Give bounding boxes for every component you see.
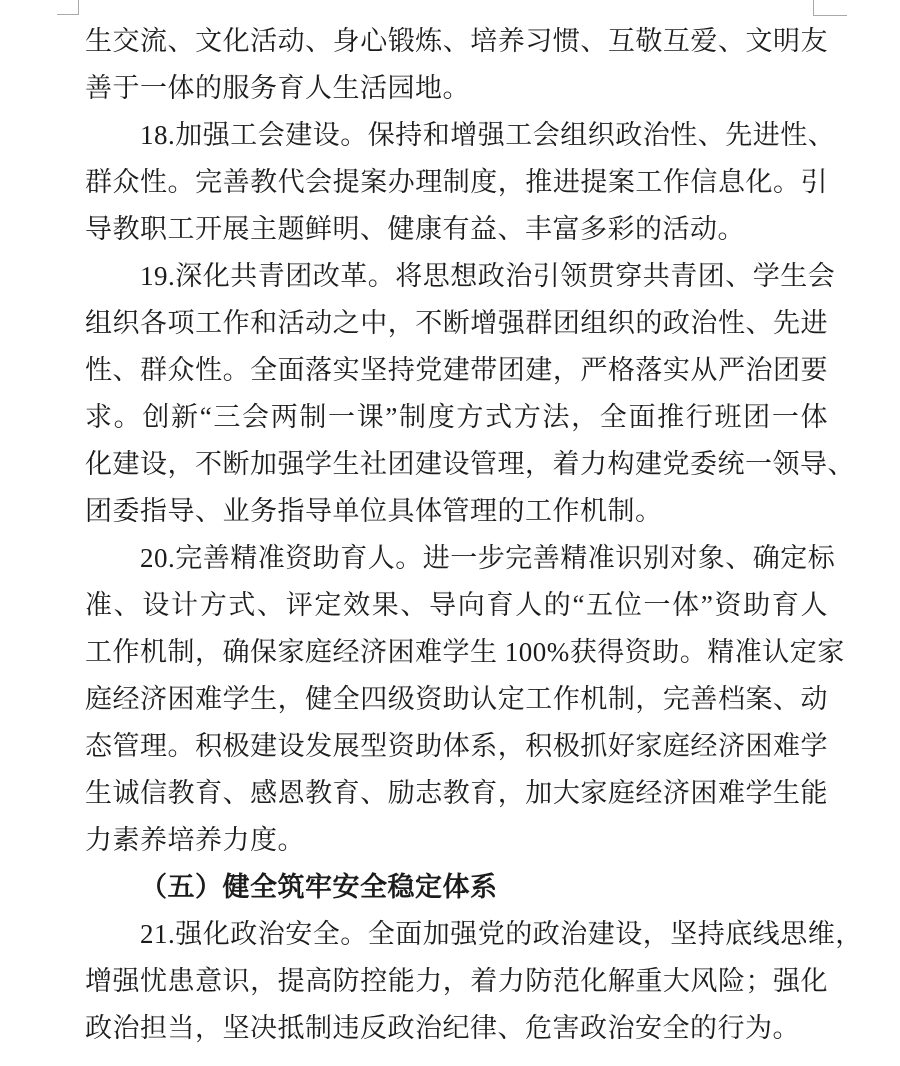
- paragraph-start-line-18: 18.加强工会建设。保持和增强工会组织政治性、先进性、: [140, 120, 836, 150]
- document-line: 庭经济困难学生，健全四级资助认定工作机制，完善档案、动: [85, 684, 828, 714]
- document-line: 化建设，不断加强学生社团建设管理，着力构建党委统一领导、: [85, 449, 855, 479]
- document-line: 组织各项工作和活动之中，不断增强群团组织的政治性、先进: [85, 308, 828, 338]
- document-body: [85, 18, 863, 1052]
- text-boundary-mark-top-right: [813, 0, 847, 16]
- paragraph-start-line-20: 20.完善精准资助育人。进一步完善精准识别对象、确定标: [140, 543, 836, 573]
- document-line: 政治担当，坚决抵制违反政治纪律、危害政治安全的行为。: [85, 1013, 800, 1043]
- document-line: 工作机制，确保家庭经济困难学生 100%获得资助。精准认定家: [85, 637, 845, 667]
- document-line: 准、设计方式、评定效果、导向育人的“五位一体”资助育人: [85, 590, 828, 620]
- document-line: 性、群众性。全面落实坚持党建带团建，严格落实从严治团要: [85, 355, 828, 385]
- document-line: 力素养培养力度。: [85, 825, 305, 855]
- paragraph-start-line-19: 19.深化共青团改革。将思想政治引领贯穿共青团、学生会: [140, 261, 836, 291]
- document-line: 群众性。完善教代会提案办理制度，推进提案工作信息化。引: [85, 167, 828, 197]
- text-boundary-mark-top-left: [57, 0, 79, 15]
- section-heading-5: （五）健全筑牢安全稳定体系: [140, 872, 498, 902]
- document-line: 生诚信教育、感恩教育、励志教育，加大家庭经济困难学生能: [85, 778, 828, 808]
- document-line: 态管理。积极建设发展型资助体系，积极抓好家庭经济困难学: [85, 731, 828, 761]
- document-line: 团委指导、业务指导单位具体管理的工作机制。: [85, 496, 663, 526]
- document-line: 导教职工开展主题鲜明、健康有益、丰富多彩的活动。: [85, 214, 745, 244]
- document-line: 生交流、文化活动、身心锻炼、培养习惯、互敬互爱、文明友: [85, 26, 828, 56]
- paragraph-start-line-21: 21.强化政治安全。全面加强党的政治建设，坚持底线思维，: [140, 919, 863, 949]
- document-line: 增强忧患意识，提高防控能力，着力防范化解重大风险；强化: [85, 966, 828, 996]
- document-line: 求。创新“三会两制一课”制度方式方法，全面推行班团一体: [85, 402, 828, 432]
- document-line: 善于一体的服务育人生活园地。: [85, 73, 470, 103]
